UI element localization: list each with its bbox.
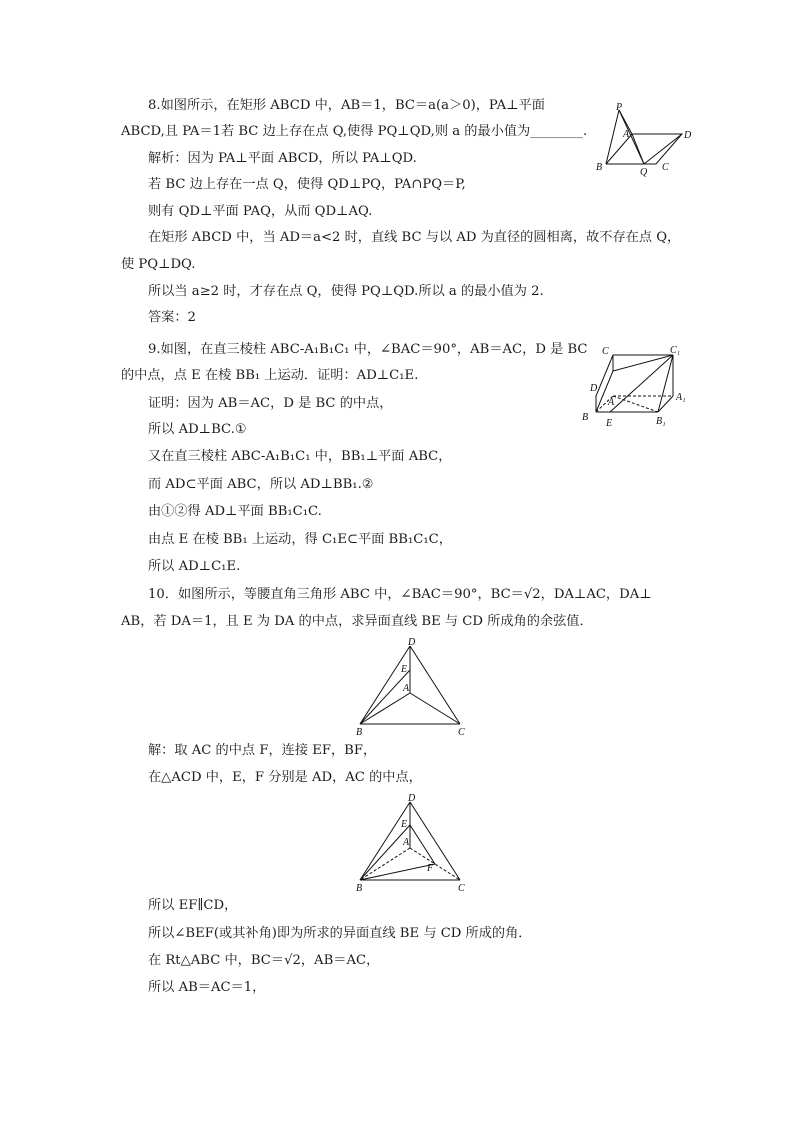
text-line: 若 BC 边上存在一点 Q，使得 QD⊥PQ，PA∩PQ＝P, <box>148 177 466 192</box>
text-line: 在 Rt△ABC 中，BC＝√2，AB＝AC， <box>148 953 380 968</box>
label-c1: C₁ <box>670 345 681 356</box>
label-c: C <box>662 162 669 173</box>
text-line: 8.如图所示，在矩形 ABCD 中，AB＝1，BC＝a(a＞0)，PA⊥平面 <box>148 98 545 113</box>
text-line: 所以 EF∥CD， <box>148 898 238 913</box>
label-a1: A₁ <box>676 392 686 403</box>
label-e: E <box>401 819 408 830</box>
label-d: D <box>408 793 416 804</box>
text-line: 解析：因为 PA⊥平面 ABCD，所以 PA⊥QD. <box>148 151 417 166</box>
figure-tetrahedron-midpoint <box>350 792 470 894</box>
text-line: 9.如图，在直三棱柱 ABC-A₁B₁C₁ 中，∠BAC＝90°，AB＝AC，D 是 BC <box>148 342 588 357</box>
text-line: 的中点，点 E 在棱 BB₁ 上运动．证明：AD⊥C₁E. <box>121 368 419 383</box>
label-a: A <box>403 837 410 848</box>
label-c: C <box>602 346 609 357</box>
label-e: E <box>401 664 408 675</box>
label-p: P <box>616 102 623 113</box>
text-line: 10．如图所示，等腰直角三角形 ABC 中，∠BAC＝90°，BC＝√2，DA⊥AC，DA⊥ <box>148 587 652 602</box>
text-line: 使 PQ⊥DQ. <box>121 257 196 272</box>
label-e: E <box>606 418 613 429</box>
label-f: F <box>427 863 434 874</box>
text-line: 解：取 AC 的中点 F，连接 EF，BF， <box>148 743 377 758</box>
text-line: 而 AD⊂平面 ABC，所以 AD⊥BB₁.② <box>148 477 374 492</box>
label-c: C <box>458 727 465 738</box>
text-line: 所以 AD⊥C₁E. <box>148 559 241 574</box>
text-line: 在矩形 ABCD 中，当 AD＝a<2 时，直线 BC 与以 AD 为直径的圆相离，故不存在点 Q， <box>148 230 681 245</box>
text-line: 所以 AD⊥BC.① <box>148 422 247 437</box>
label-a: A <box>623 129 630 140</box>
text-line: 在△ACD 中，E，F 分别是 AD，AC 的中点， <box>148 770 422 785</box>
label-b: B <box>356 883 363 894</box>
label-a: A <box>403 683 410 694</box>
label-c: C <box>458 883 465 894</box>
text-line: 答案：2 <box>148 310 196 325</box>
text-line: 则有 QD⊥平面 PAQ，从而 QD⊥AQ. <box>148 204 373 219</box>
label-b1: B₁ <box>656 416 666 427</box>
text-line: 又在直三棱柱 ABC-A₁B₁C₁ 中，BB₁⊥平面 ABC， <box>148 449 452 464</box>
text-line: ABCD,且 PA＝1若 BC 边上存在点 Q,使得 PQ⊥QD,则 a 的最小值为________. <box>121 124 588 139</box>
text-line: 证明：因为 AB＝AC，D 是 BC 的中点， <box>148 396 393 411</box>
label-a: A <box>608 397 615 408</box>
figure-prism <box>578 342 693 432</box>
figure-rectangle-pa <box>590 100 700 180</box>
label-d: D <box>408 638 416 648</box>
text-line: 所以 AB＝AC＝1， <box>148 980 266 995</box>
label-b: B <box>582 412 589 423</box>
text-line: 所以∠BEF(或其补角)即为所求的异面直线 BE 与 CD 所成的角． <box>148 926 532 941</box>
text-line: AB，若 DA＝1，且 E 为 DA 的中点，求异面直线 BE 与 CD 所成角的余弦值． <box>121 614 593 629</box>
text-line: 由点 E 在棱 BB₁ 上运动，得 C₁E⊂平面 BB₁C₁C， <box>148 532 452 547</box>
figure-tetrahedron <box>350 638 470 738</box>
label-b: B <box>596 162 603 173</box>
label-d: D <box>590 383 598 394</box>
label-q: Q <box>640 167 648 178</box>
text-line: 所以当 a≥2 时，才存在点 Q，使得 PQ⊥QD.所以 a 的最小值为 2. <box>148 284 544 299</box>
label-b: B <box>356 727 363 738</box>
text-line: 由①②得 AD⊥平面 BB₁C₁C. <box>148 504 322 519</box>
label-d: D <box>684 130 692 141</box>
